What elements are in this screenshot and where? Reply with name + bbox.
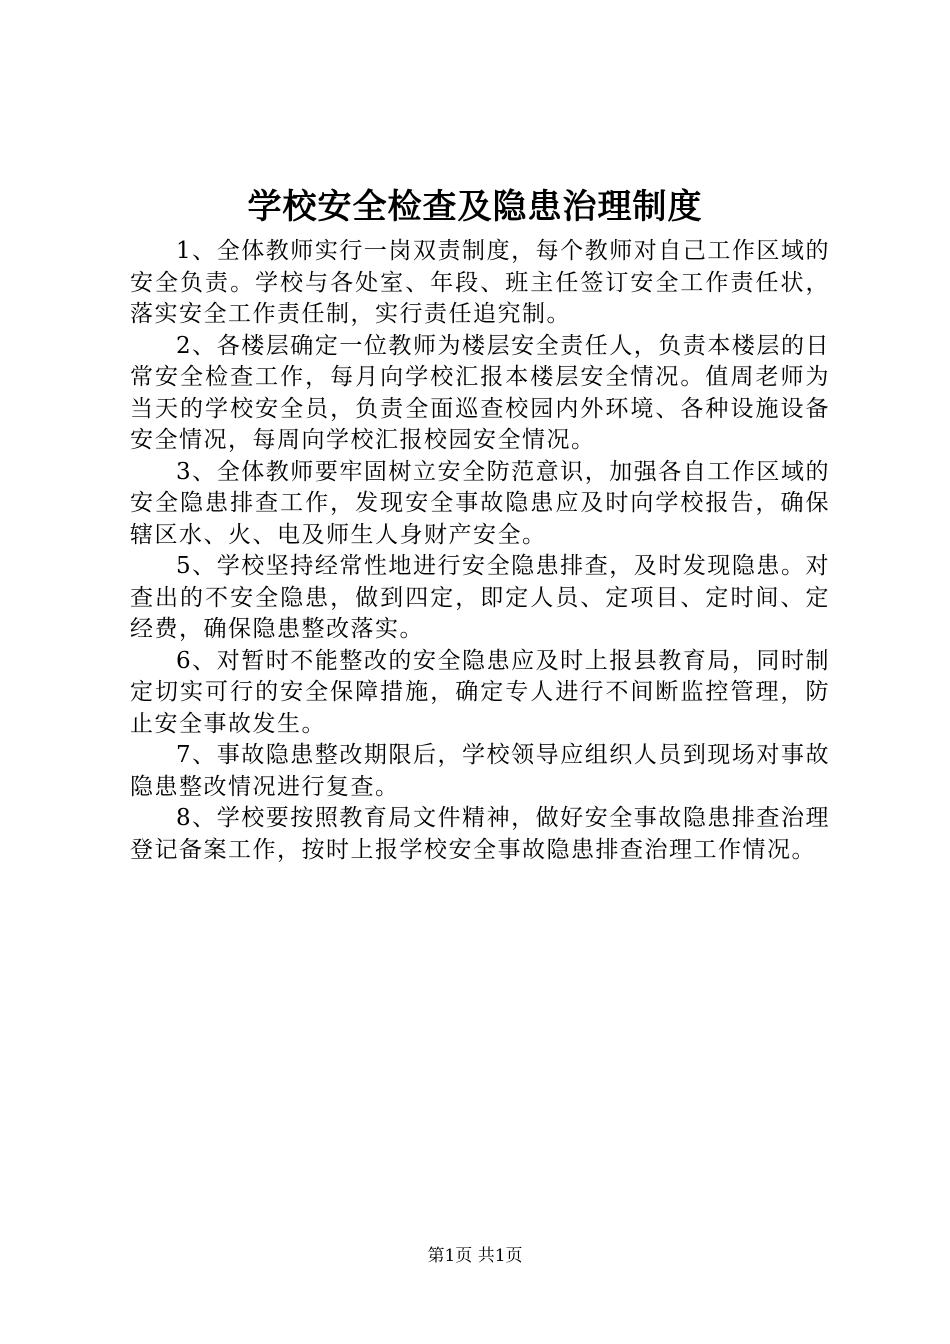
document-title: 学校安全检查及隐患治理制度 xyxy=(247,187,703,227)
page-number-footer: 第1页 共1页 xyxy=(427,1246,523,1266)
paragraph-5: 5、学校坚持经常性地进行安全隐患排查，及时发现隐患。对查出的不安全隐患，做到四定，即定人员、定项目、定时间、定经费，确保隐患整改落实。 xyxy=(130,553,830,642)
document-body xyxy=(130,236,830,866)
paragraph-3: 3、全体教师要牢固树立安全防范意识，加强各自工作区域的安全隐患排查工作，发现安全事故隐患应及时向学校报告，确保辖区水、火、电及师生人身财产安全。 xyxy=(130,458,830,548)
paragraph-1: 1、全体教师实行一岗双责制度，每个教师对自己工作区域的安全负责。学校与各处室、年段、班主任签订安全工作责任状，落实安全工作责任制，实行责任追究制。 xyxy=(130,238,830,327)
paragraph-6: 6、对暂时不能整改的安全隐患应及时上报县教育局，同时制定切实可行的安全保障措施，确定专人进行不间断监控管理，防止安全事故发生。 xyxy=(130,647,830,737)
paragraph-7: 7、事故隐患整改期限后，学校领导应组织人员到现场对事故隐患整改情况进行复查。 xyxy=(130,742,830,800)
paragraph-8: 8、学校要按照教育局文件精神，做好安全事故隐患排查治理登记备案工作，按时上报学校安全事故隐患排查治理工作情况。 xyxy=(130,805,830,863)
paragraph-2: 2、各楼层确定一位教师为楼层安全责任人，负责本楼层的日常安全检查工作，每月向学校汇报本楼层安全情况。值周老师为当天的学校安全员，负责全面巡查校园内外环境、各种设施设备安全情况，每周向学校汇报校园安全情况。 xyxy=(130,332,830,453)
